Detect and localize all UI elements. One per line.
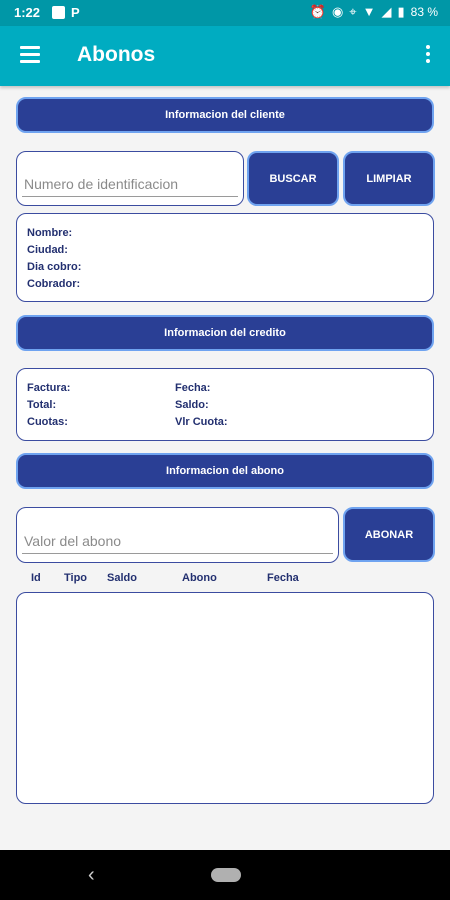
home-pill-icon[interactable] [211, 868, 241, 882]
app-bar [0, 26, 450, 86]
valor-abono-field[interactable] [16, 507, 339, 563]
cobrador-label: Cobrador: [27, 278, 81, 290]
battery-percent: 83 % [410, 5, 438, 19]
location-icon: ⌖ [349, 4, 357, 19]
fecha-label: Fecha: [175, 382, 211, 394]
saldo-label: Saldo: [175, 399, 209, 411]
factura-label: Factura: [27, 382, 71, 394]
buscar-button[interactable]: BUSCAR [247, 151, 339, 206]
section-header-cliente: Informacion del cliente [16, 97, 434, 133]
system-icons [310, 5, 438, 19]
parking-notification-icon: P [71, 5, 80, 20]
notification-icons [52, 6, 80, 19]
wifi-icon: ▼ [362, 4, 376, 19]
column-id: Id [31, 572, 41, 584]
vlr-cuota-label: Vlr Cuota: [175, 416, 228, 428]
column-fecha: Fecha [267, 572, 299, 584]
section-header-abono: Informacion del abono [16, 453, 434, 489]
alarm-icon: ⏰ [309, 4, 326, 19]
id-number-underline [22, 196, 238, 197]
status-bar [0, 0, 450, 26]
id-number-field[interactable] [16, 151, 244, 206]
limpiar-button[interactable]: LIMPIAR [343, 151, 435, 206]
section-header-credito: Informacion del credito [16, 315, 434, 351]
status-time: 1:22 [14, 5, 41, 20]
vibrate-icon: ◉ [331, 4, 344, 19]
system-nav-bar [0, 850, 450, 900]
credit-info-box [16, 368, 434, 441]
id-number-placeholder: Numero de identificacion [24, 176, 179, 192]
client-info-box [16, 213, 434, 302]
dia-cobro-label: Dia cobro: [27, 261, 82, 273]
cuotas-label: Cuotas: [27, 416, 68, 428]
abonos-list[interactable] [16, 592, 434, 804]
signal-icon: ◢ [381, 4, 392, 19]
more-options-icon[interactable] [426, 45, 432, 67]
valor-abono-underline [22, 553, 333, 554]
column-tipo: Tipo [64, 572, 88, 584]
column-abono: Abono [182, 572, 217, 584]
column-saldo: Saldo [107, 572, 137, 584]
menu-icon[interactable] [20, 46, 42, 64]
nombre-label: Nombre: [27, 227, 73, 239]
abonar-button[interactable]: ABONAR [343, 507, 435, 562]
valor-abono-placeholder: Valor del abono [24, 533, 122, 549]
back-icon[interactable]: ‹ [88, 864, 95, 886]
battery-icon: ▮ [397, 4, 405, 19]
total-label: Total: [27, 399, 57, 411]
page-title: Abonos [77, 43, 156, 66]
ciudad-label: Ciudad: [27, 244, 68, 256]
image-notification-icon [52, 6, 65, 19]
